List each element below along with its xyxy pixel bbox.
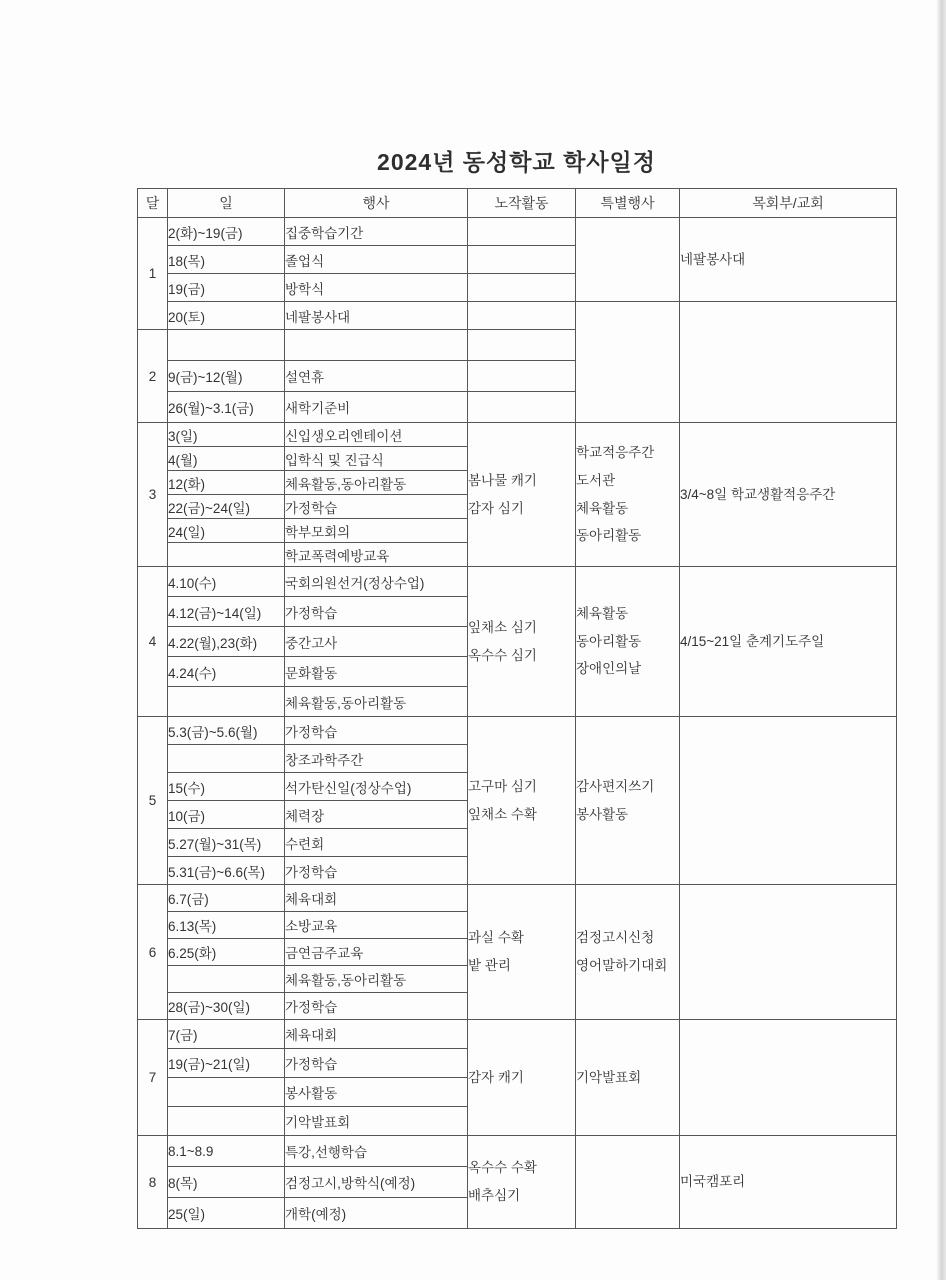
- special-cell-line: 체육활동: [576, 500, 629, 516]
- day-cell: 5.31(금)~6.6(목): [168, 857, 285, 885]
- month-cell: 2: [138, 330, 168, 423]
- event-cell: 가정학습: [285, 717, 468, 745]
- special-cell-line: 학교적응주간: [576, 445, 655, 461]
- labor-cell: [468, 717, 576, 885]
- day-cell: 4.24(수): [168, 657, 285, 687]
- event-cell: 석가탄신일(정상수업): [285, 773, 468, 801]
- day-cell: 4.10(수): [168, 567, 285, 597]
- special-cell: [576, 567, 680, 717]
- day-cell: 24(일): [168, 519, 285, 543]
- month-cell: 8: [138, 1136, 168, 1229]
- month-cell: 7: [138, 1020, 168, 1136]
- table-row: [138, 885, 897, 912]
- day-cell: 3(일): [168, 423, 285, 447]
- day-cell: [168, 1107, 285, 1136]
- day-cell: 2(화)~19(금): [168, 218, 285, 246]
- header-row: [138, 189, 897, 218]
- month-cell: 4: [138, 567, 168, 717]
- month-cell: 1: [138, 218, 168, 330]
- day-cell: 6.25(화): [168, 939, 285, 966]
- table-row: [138, 717, 897, 745]
- month-cell: 6: [138, 885, 168, 1020]
- table-row: [138, 423, 897, 447]
- day-cell: 8.1~8.9: [168, 1136, 285, 1167]
- table-row: [138, 302, 897, 330]
- day-cell: 22(금)~24(일): [168, 495, 285, 519]
- event-cell: 신입생오리엔테이션: [285, 423, 468, 447]
- ministry-cell: [680, 567, 897, 717]
- labor-cell-line: 봄나물 캐기: [468, 472, 537, 488]
- event-cell: 소방교육: [285, 912, 468, 939]
- labor-cell-line: 옥수수 수확: [468, 1160, 537, 1176]
- labor-cell: [468, 302, 576, 330]
- special-cell: [576, 885, 680, 1020]
- event-cell: 체육대회: [285, 885, 468, 912]
- event-cell: 가정학습: [285, 597, 468, 627]
- special-cell-line: 영어말하기대회: [576, 958, 668, 973]
- labor-cell-line: 과실 수확: [468, 930, 524, 946]
- ministry-cell-line: 미국캠포리: [680, 1174, 746, 1190]
- day-cell: 25(일): [168, 1198, 285, 1229]
- event-cell: 가정학습: [285, 857, 468, 885]
- ministry-cell-line: 4/15~21일 춘계기도주일: [680, 633, 825, 649]
- day-cell: 20(토): [168, 302, 285, 330]
- day-cell: 4.12(금)~14(일): [168, 597, 285, 627]
- event-cell: 창조과학주간: [285, 745, 468, 773]
- day-cell: 26(월)~3.1(금): [168, 392, 285, 423]
- table-row: [138, 1020, 897, 1049]
- special-cell-line: 검정고시신청: [576, 930, 655, 946]
- labor-cell: [468, 1136, 576, 1229]
- special-cell: [576, 1020, 680, 1136]
- day-cell: 10(금): [168, 801, 285, 829]
- col-header-ministry: 목회부/교회: [680, 189, 897, 218]
- ministry-cell: [680, 885, 897, 1020]
- special-cell: [576, 423, 680, 567]
- day-cell: [168, 966, 285, 993]
- event-cell: 새학기준비: [285, 392, 468, 423]
- event-cell: 가정학습: [285, 993, 468, 1020]
- day-cell: 6.7(금): [168, 885, 285, 912]
- page-title: 2024년 동성학교 학사일정: [377, 149, 656, 175]
- labor-cell: [468, 218, 576, 246]
- event-cell: 체육대회: [285, 1020, 468, 1049]
- day-cell: [168, 1078, 285, 1107]
- labor-cell-line: 밭 관리: [468, 958, 511, 973]
- labor-cell-line: 잎채소 심기: [468, 619, 537, 635]
- ministry-cell: [680, 423, 897, 567]
- labor-cell-line: 옥수수 심기: [468, 647, 537, 663]
- labor-cell-line: 감자 심기: [468, 500, 524, 516]
- ministry-cell: [680, 717, 897, 885]
- labor-cell: [468, 274, 576, 302]
- special-cell-line: 도서관: [576, 472, 616, 488]
- event-cell: 문화활동: [285, 657, 468, 687]
- event-cell: 봉사활동: [285, 1078, 468, 1107]
- event-cell: 체력장: [285, 801, 468, 829]
- labor-cell: [468, 392, 576, 423]
- month-cell: 5: [138, 717, 168, 885]
- special-cell: [576, 218, 680, 302]
- scan-edge-shadow: [936, 0, 946, 1280]
- special-cell-line: 기악발표회: [576, 1069, 642, 1085]
- day-cell: 9(금)~12(월): [168, 361, 285, 392]
- ministry-cell: [680, 302, 897, 423]
- day-cell: 7(금): [168, 1020, 285, 1049]
- event-cell: 입학식 및 진급식: [285, 447, 468, 471]
- col-header-event: 행사: [285, 189, 468, 218]
- ministry-cell: [680, 218, 897, 302]
- table-row: [138, 218, 897, 246]
- special-cell-line: 동아리활동: [576, 633, 642, 649]
- event-cell: 체육활동,동아리활동: [285, 471, 468, 495]
- special-cell: [576, 717, 680, 885]
- event-cell: 국회의원선거(정상수업): [285, 567, 468, 597]
- special-cell-line: 장애인의날: [576, 661, 642, 677]
- event-cell: 체육활동,동아리활동: [285, 687, 468, 717]
- event-cell: 학교폭력예방교육: [285, 543, 468, 567]
- event-cell: 기악발표회: [285, 1107, 468, 1136]
- event-cell: 가정학습: [285, 1049, 468, 1078]
- labor-cell: [468, 885, 576, 1020]
- labor-cell-line: 감자 캐기: [468, 1069, 524, 1085]
- labor-cell: [468, 567, 576, 717]
- schedule-table: [137, 188, 897, 1229]
- table-row: [138, 1136, 897, 1167]
- labor-cell: [468, 1020, 576, 1136]
- col-header-day: 일: [168, 189, 285, 218]
- event-cell: 네팔봉사대: [285, 302, 468, 330]
- labor-cell-line: 고구마 심기: [468, 778, 537, 794]
- ministry-cell-line: 네팔봉사대: [680, 251, 746, 267]
- event-cell: 방학식: [285, 274, 468, 302]
- month-cell: 3: [138, 423, 168, 567]
- day-cell: 4.22(월),23(화): [168, 627, 285, 657]
- day-cell: 28(금)~30(일): [168, 993, 285, 1020]
- special-cell-line: 감사편지쓰기: [576, 778, 655, 794]
- labor-cell: [468, 423, 576, 567]
- day-cell: [168, 330, 285, 361]
- schedule-table-body: [138, 218, 897, 1229]
- day-cell: 15(수): [168, 773, 285, 801]
- event-cell: 수련회: [285, 829, 468, 857]
- event-cell: 설연휴: [285, 361, 468, 392]
- labor-cell: [468, 361, 576, 392]
- col-header-month: 달: [138, 189, 168, 218]
- ministry-cell: [680, 1020, 897, 1136]
- event-cell: 검정고시,방학식(예정): [285, 1167, 468, 1198]
- day-cell: [168, 543, 285, 567]
- special-cell: [576, 1136, 680, 1229]
- labor-cell-line: 잎채소 수확: [468, 806, 537, 822]
- event-cell: 금연금주교육: [285, 939, 468, 966]
- event-cell: 졸업식: [285, 246, 468, 274]
- event-cell: [285, 330, 468, 361]
- special-cell: [576, 302, 680, 423]
- day-cell: 6.13(목): [168, 912, 285, 939]
- day-cell: 4(월): [168, 447, 285, 471]
- event-cell: 개학(예정): [285, 1198, 468, 1229]
- day-cell: [168, 687, 285, 717]
- special-cell-line: 동아리활동: [576, 528, 642, 544]
- ministry-cell-line: 3/4~8일 학교생활적응주간: [680, 486, 836, 502]
- day-cell: 5.3(금)~5.6(월): [168, 717, 285, 745]
- col-header-labor: 노작활동: [468, 189, 576, 218]
- day-cell: 8(목): [168, 1167, 285, 1198]
- day-cell: 19(금): [168, 274, 285, 302]
- event-cell: 체육활동,동아리활동: [285, 966, 468, 993]
- col-header-special: 특별행사: [576, 189, 680, 218]
- day-cell: [168, 745, 285, 773]
- event-cell: 가정학습: [285, 495, 468, 519]
- event-cell: 중간고사: [285, 627, 468, 657]
- special-cell-line: 체육활동: [576, 605, 629, 621]
- day-cell: 5.27(월)~31(목): [168, 829, 285, 857]
- event-cell: 집중학습기간: [285, 218, 468, 246]
- labor-cell-line: 배추심기: [468, 1188, 521, 1203]
- table-row: [138, 567, 897, 597]
- special-cell-line: 봉사활동: [576, 806, 629, 822]
- labor-cell: [468, 330, 576, 361]
- labor-cell: [468, 246, 576, 274]
- ministry-cell: [680, 1136, 897, 1229]
- day-cell: 19(금)~21(일): [168, 1049, 285, 1078]
- event-cell: 특강,선행학습: [285, 1136, 468, 1167]
- event-cell: 학부모회의: [285, 519, 468, 543]
- day-cell: 18(목): [168, 246, 285, 274]
- day-cell: 12(화): [168, 471, 285, 495]
